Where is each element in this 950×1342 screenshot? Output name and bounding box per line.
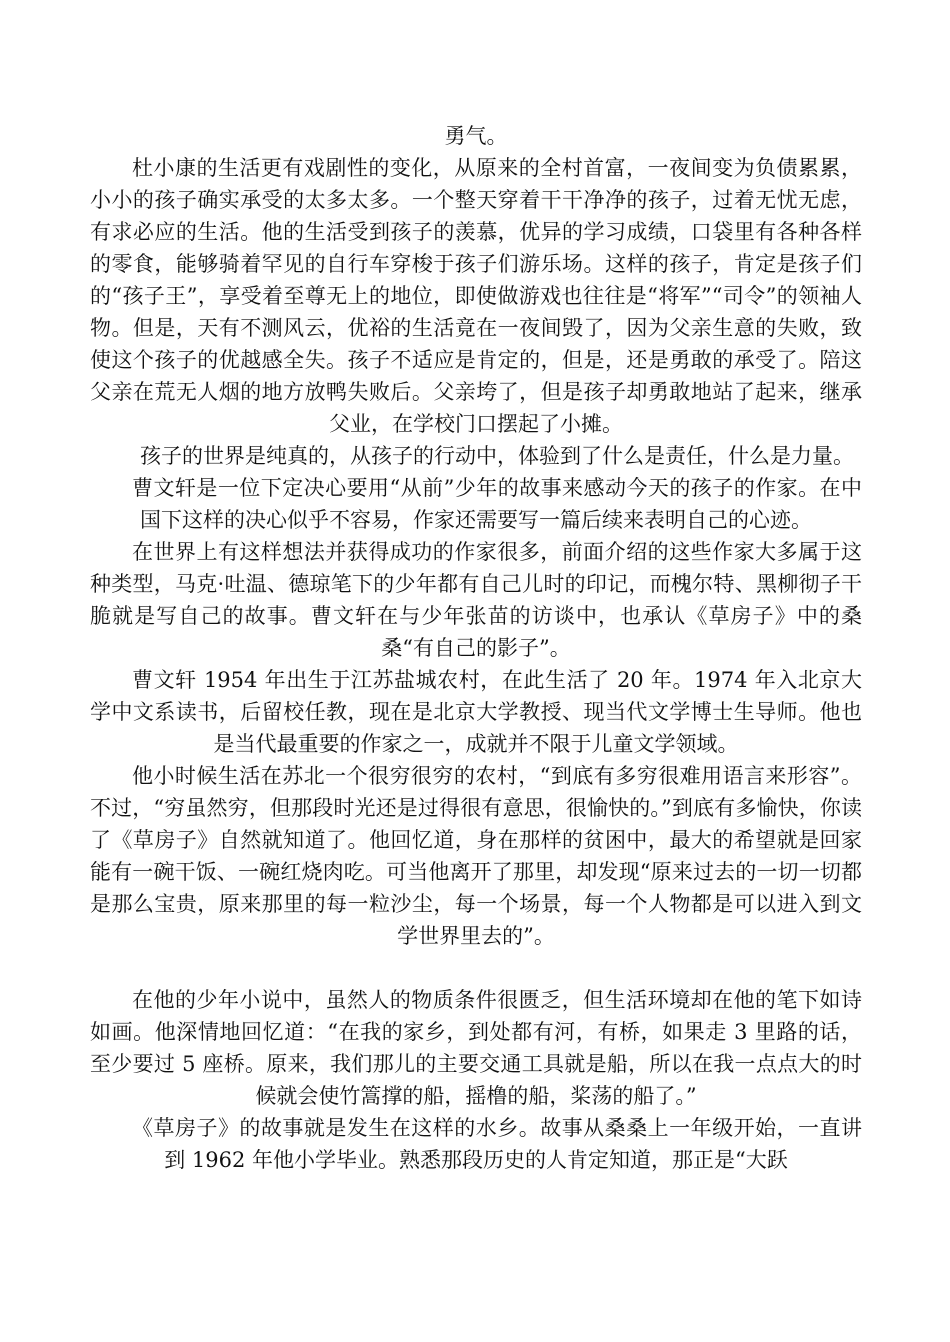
paragraph-5: 在世界上有这样想法并获得成功的作家很多，前面介绍的这些作家大多属于这种类型，马克·吐温、德琼笔下的少年都有自己儿时的印记，而槐尔特、黑柳彻子干脆就是写自己的故事。曹文轩在与少年张苗的访谈中，也承认《草房子》中的桑桑“有自己的影子”。 bbox=[90, 540, 862, 660]
paragraph-1: 勇气。 bbox=[444, 124, 508, 148]
paragraph-7: 他小时候生活在苏北一个很穷很穷的农村，“到底有多穷很难用语言来形容”。不过，“穷虽然穷，但那段时光还是过得很有意思，很愉快的。”到底有多愉快，你读了《草房子》自然就知道了。他回忆道，身在那样的贫困中，最大的希望就是回家能有一碗干饭、一碗红烧肉吃。可当他离开了那里，却发现“原来过去的一切一切都是那么宝贵，原来那里的每一粒沙尘，每一个场景，每一个人物都是可以进入到文学世界里去的”。 bbox=[90, 764, 862, 948]
blank-line bbox=[90, 952, 862, 984]
paragraph-8: 在他的少年小说中，虽然人的物质条件很匮乏，但生活环境却在他的笔下如诗如画。他深情地回忆道：“在我的家乡，到处都有河，有桥，如果走 3 里路的话，至少要过 5 座桥。原来，我们那儿的主要交通工具就是船，所以在我一点点大的时候就会使竹篙撑的船，摇橹的船，桨荡的船了。” bbox=[90, 988, 862, 1108]
paragraph-6: 曹文轩 1954 年出生于江苏盐城农村，在此生活了 20 年。1974 年入北京大学中文系读书，后留校任教，现在是北京大学教授、现当代文学博士生导师。他也是当代最重要的作家之一，成就并不限于儿童文学领域。 bbox=[90, 668, 862, 756]
paragraph-3: 孩子的世界是纯真的，从孩子的行动中，体验到了什么是责任，什么是力量。 bbox=[140, 444, 854, 468]
document-page bbox=[90, 120, 862, 1176]
paragraph-4: 曹文轩是一位下定决心要用“从前”少年的故事来感动今天的孩子的作家。在中国下这样的决心似乎不容易，作家还需要写一篇后续来表明自己的心迹。 bbox=[132, 476, 862, 532]
paragraph-2: 杜小康的生活更有戏剧性的变化，从原来的全村首富，一夜间变为负债累累，小小的孩子确实承受的太多太多。一个整天穿着干干净净的孩子，过着无忧无虑，有求必应的生活。他的生活受到孩子的羡慕，优异的学习成绩，口袋里有各种各样的零食，能够骑着罕见的自行车穿梭于孩子们游乐场。这样的孩子，肯定是孩子们的“孩子王”，享受着至尊无上的地位，即使做游戏也往往是“将军”“司令”的领袖人物。但是，天有不测风云，优裕的生活竟在一夜间毁了，因为父亲生意的失败，致使这个孩子的优越感全失。孩子不适应是肯定的，但是，还是勇敢的承受了。陪这父亲在荒无人烟的地方放鸭失败后。父亲垮了，但是孩子却勇敢地站了起来，继承父业，在学校门口摆起了小摊。 bbox=[90, 156, 862, 436]
paragraph-9: 《草房子》的故事就是发生在这样的水乡。故事从桑桑上一年级开始，一直讲到 1962 年他小学毕业。熟悉那段历史的人肯定知道，那正是“大跃 bbox=[132, 1116, 862, 1172]
